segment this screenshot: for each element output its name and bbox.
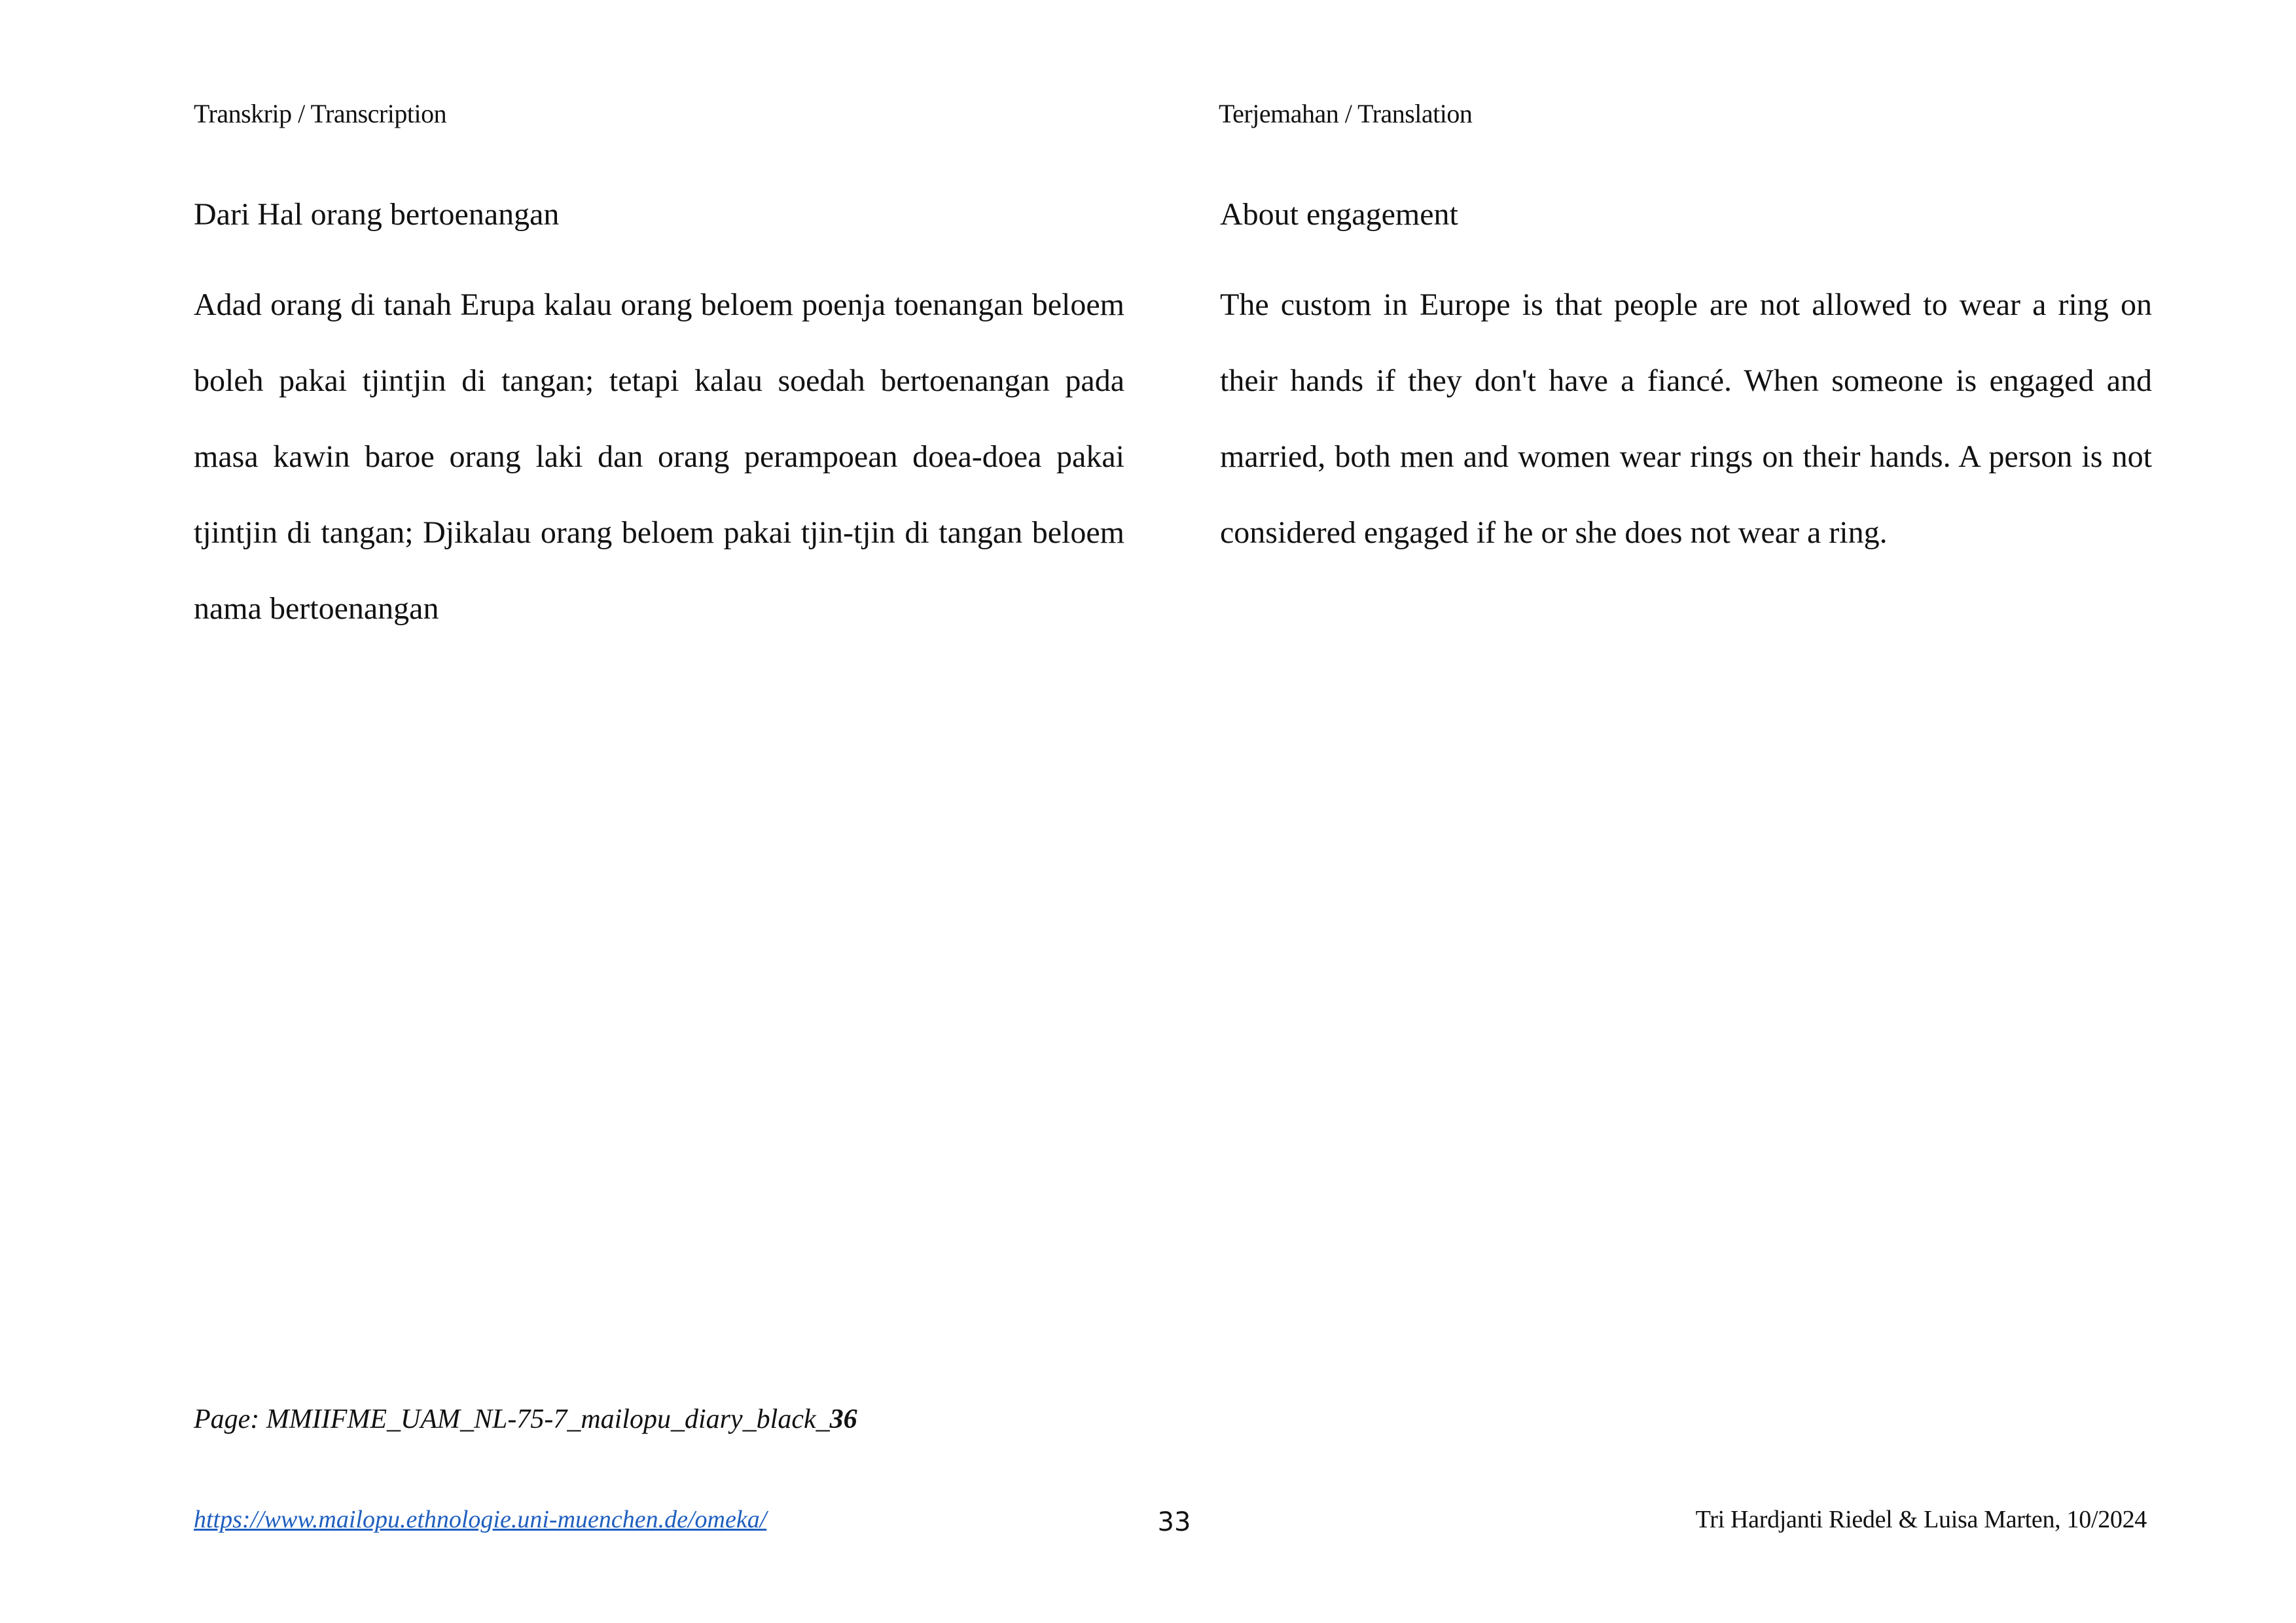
page-reference-number: 36: [829, 1404, 857, 1434]
transcription-column: [194, 191, 1124, 647]
translation-column-header: Terjemahan / Translation: [1219, 99, 1473, 128]
transcription-title: Dari Hal orang bertoenangan: [194, 197, 560, 232]
page-reference: [194, 1402, 857, 1436]
page-number: 33: [1157, 1507, 1191, 1537]
translation-body: The custom in Europe is that people are not allowed to wear a ring on their hands if they don't have a fiancé. When someone is engaged and married, both men and women wear rings on their hands. A person is not considered engaged if he or she does not wear a ring.: [1220, 287, 2152, 550]
transcription-body: Adad orang di tanah Erupa kalau orang beloem poenja toenangan beloem boleh pakai tjintjin di tangan; tetapi kalau soedah bertoenangan pada masa kawin baroe orang laki dan orang perampoean doea-doea pakai tjintjin di tangan; Djikalau orang beloem pakai tjin-tjin di tangan beloem nama bertoenangan: [194, 287, 1124, 626]
translation-column: [1220, 191, 2152, 571]
footer-link[interactable]: https://www.mailopu.ethnologie.uni-muenchen.de/omeka/: [194, 1506, 767, 1533]
translation-title: About engagement: [1220, 197, 1458, 232]
transcription-column-header: Transkrip / Transcription: [194, 99, 447, 128]
page-reference-label: Page: MMIIFME_UAM_NL-75-7_mailopu_diary_black_: [194, 1404, 830, 1434]
footer-credit: Tri Hardjanti Riedel & Luisa Marten, 10/2024: [1695, 1506, 2147, 1533]
